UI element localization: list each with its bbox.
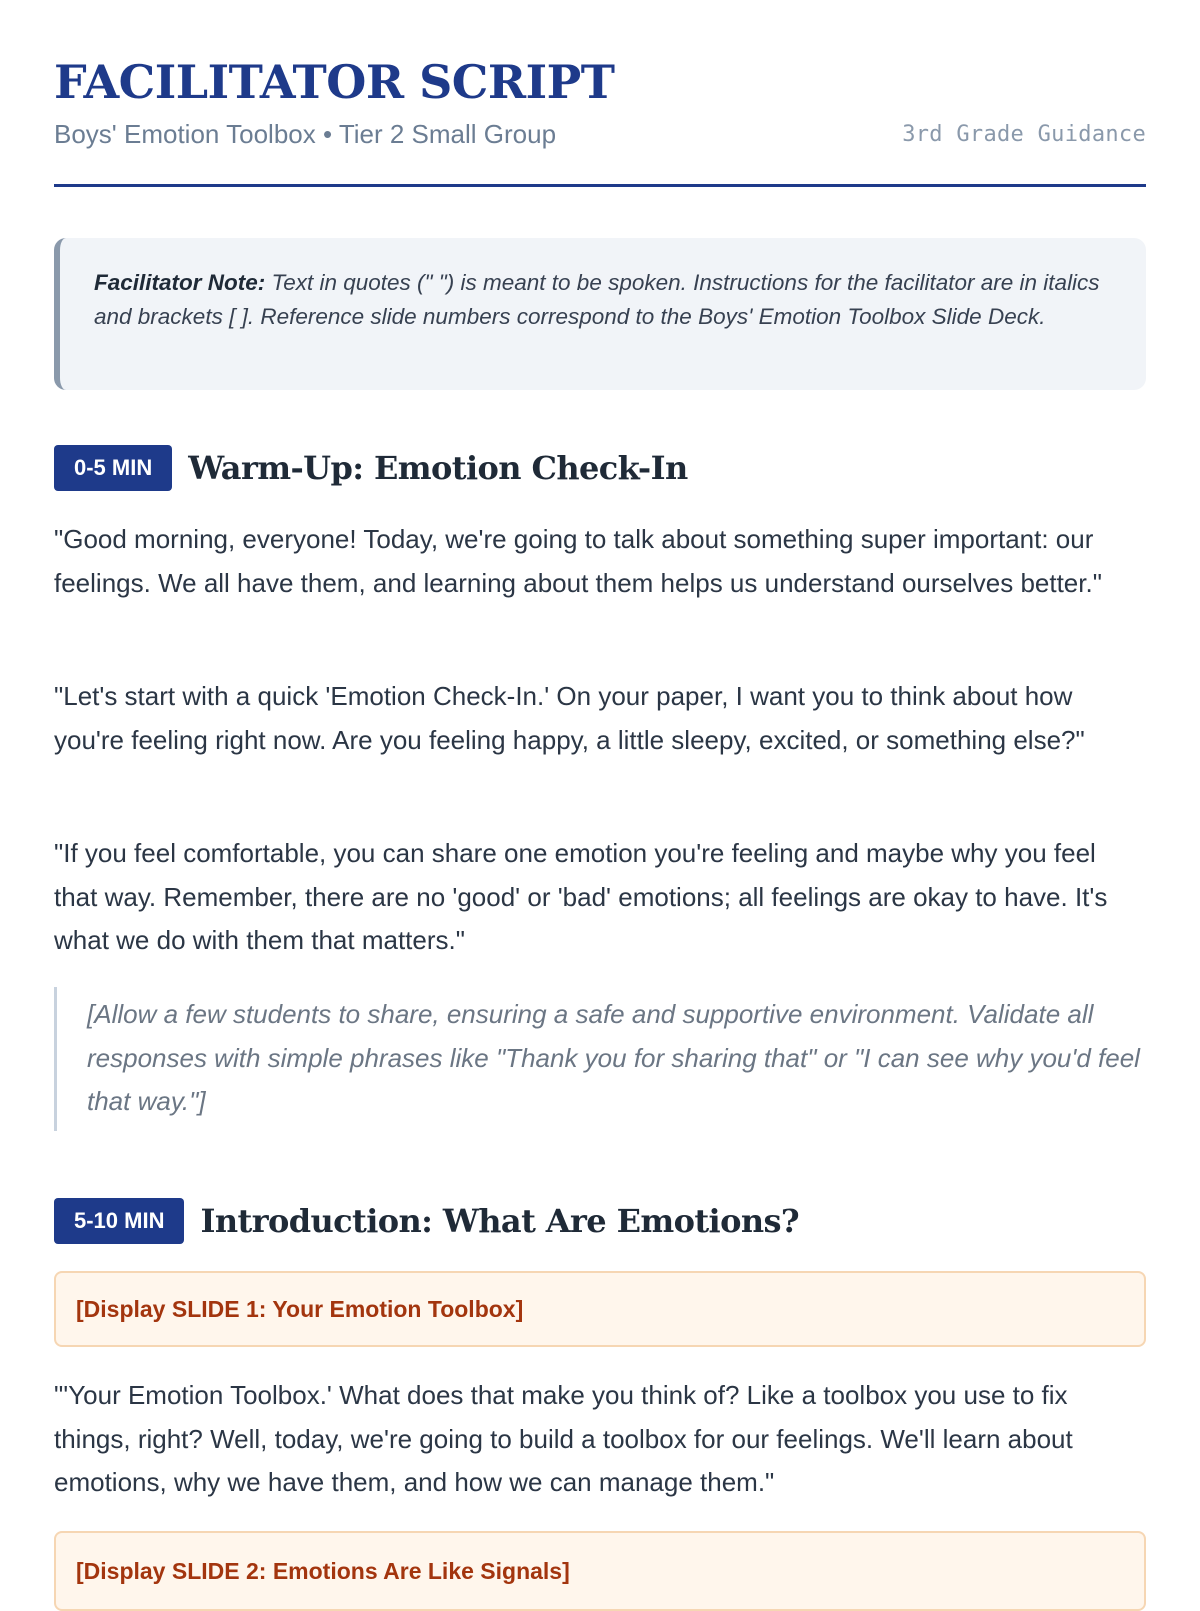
time-badge: 0-5 MIN [54, 445, 172, 491]
spoken-paragraph: "Good morning, everyone! Today, we're going to talk about something super important: our feelings. We all have them, and learning about them helps us understand ourselves better." [54, 524, 1102, 598]
section-title: Introduction: What Are Emotions? [200, 1202, 800, 1240]
facilitator-note-text: Text in quotes (" ") is meant to be spoken. Instructions for the facilitator are in italics and brackets [ ]. Reference slide numbers correspond to the Boys' Emotion Toolbox Slide Deck. [94, 270, 1100, 329]
facilitator-note [54, 238, 1146, 390]
spoken-paragraph: "Let's start with a quick 'Emotion Check-In.' On your paper, I want you to think about how you're feeling right now. Are you feeling happy, a little sleepy, excited, or something else?" [54, 681, 1085, 755]
spoken-paragraph: "'Your Emotion Toolbox.' What does that make you think of? Like a toolbox you use to fix things, right? Well, today, we're going to build a toolbox for our feelings. We'll learn about emotions, why we have them, and how we can manage them." [54, 1380, 1073, 1497]
facilitator-note-label: Facilitator Note: [94, 270, 266, 295]
facilitator-instruction: [Allow a few students to share, ensuring a safe and supportive environment. Validate all responses with simple phrases like "Thank you for sharing that" or "I can see why you'd feel that way."] [54, 987, 1146, 1131]
section-title: Warm-Up: Emotion Check-In [188, 449, 688, 487]
page-subtitle: Boys' Emotion Toolbox • Tier 2 Small Group [54, 119, 557, 149]
page-header [54, 54, 1146, 187]
spoken-paragraph: "If you feel comfortable, you can share one emotion you're feeling and maybe why you feel that way. Remember, there are no 'good' or 'bad' emotions; all feelings are okay to have. It's what we do with them that matters." [54, 838, 1108, 955]
slide-cue: [Display SLIDE 1: Your Emotion Toolbox] [54, 1271, 1146, 1347]
grade-label: 3rd Grade Guidance [902, 122, 1146, 147]
section-introduction-header [54, 1197, 799, 1245]
time-badge: 5-10 MIN [54, 1198, 184, 1244]
page-title: FACILITATOR SCRIPT [54, 55, 615, 109]
slide-cue: [Display SLIDE 2: Emotions Are Like Signals] [54, 1531, 1146, 1611]
section-warm-up-header [54, 444, 688, 492]
